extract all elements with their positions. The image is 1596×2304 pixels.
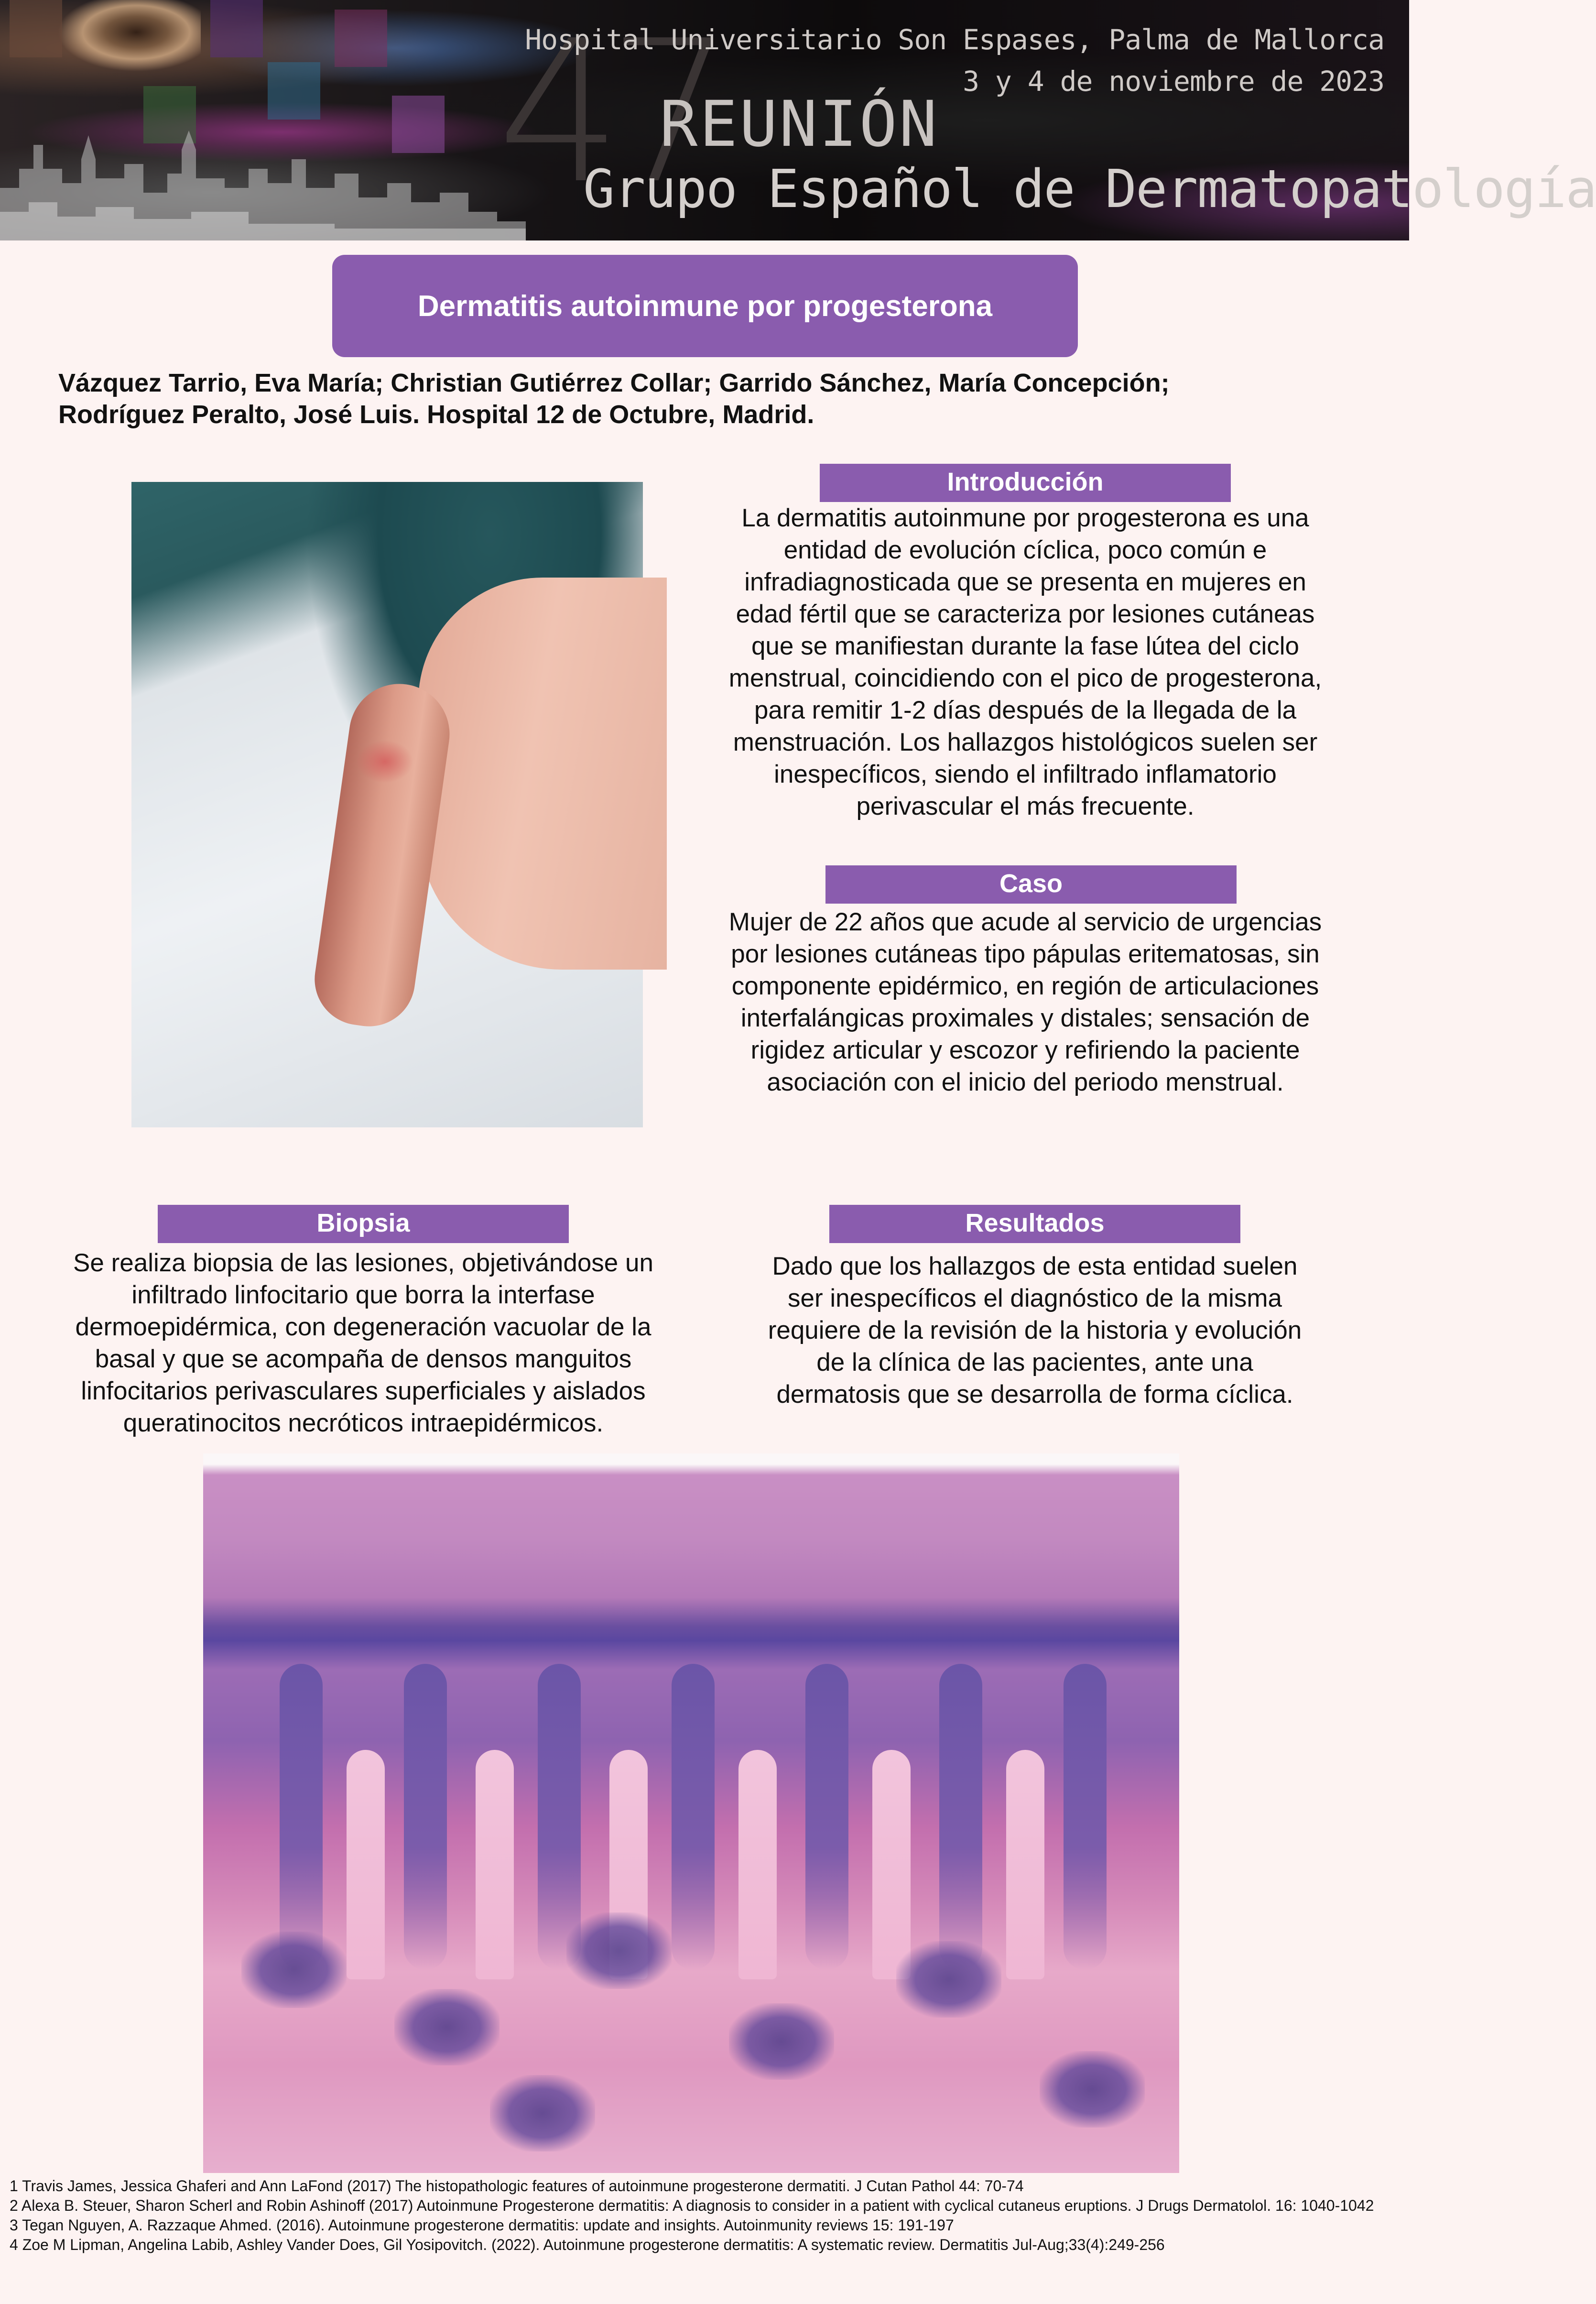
text-line: linfocitarios perivasculares superficiales y aislados (81, 1377, 646, 1405)
section-header-resultados: Resultados (829, 1205, 1240, 1243)
text-line: menstrual, coincidiendo con el pico de progesterona, (728, 664, 1322, 692)
lymphocytic-infiltrate (490, 2075, 595, 2151)
poster-title: Dermatitis autoinmune por progesterona (417, 289, 993, 323)
authors-line: Vázquez Tarrio, Eva María; Christian Gutiérrez Collar; Garrido Sánchez, María Concepción; (58, 369, 1170, 397)
text-line: infiltrado linfocitario que borra la interfase (131, 1281, 595, 1309)
section-header-introduccion: Introducción (820, 464, 1231, 502)
text-line: Mujer de 22 años que acude al servicio de urgencias (728, 908, 1322, 936)
dermal-papilla (476, 1750, 514, 1979)
reunion-label: REUNIÓN (660, 87, 939, 161)
rete-ridge (1064, 1664, 1107, 1970)
text-line: inespecíficos, siendo el infiltrado inflamatorio (774, 760, 1277, 788)
lymphocytic-infiltrate (566, 1912, 672, 1989)
dates-text: 3 y 4 de noviembre de 2023 (963, 65, 1384, 98)
dermal-papilla (1006, 1750, 1044, 1979)
text-line: asociación con el inicio del periodo menstrual. (767, 1068, 1284, 1096)
authors (58, 367, 1349, 430)
text-line: La dermatitis autoinmune por progesterona es una (741, 504, 1309, 532)
reference-item: 3 Tegan Nguyen, A. Razzaque Ahmed. (2016). Autoinmune progesterone dermatitis: update and insights. Autoinmunity reviews 15: 191-197 (10, 2217, 954, 2234)
lymphocytic-infiltrate (896, 1941, 1001, 2018)
text-line: componente epidérmico, en región de articulaciones (731, 972, 1319, 1000)
text-line: entidad de evolución cíclica, poco común e (783, 536, 1267, 564)
section-body-caso (674, 906, 1377, 1098)
text-line: interfalángicas proximales y distales; sensación de (740, 1004, 1310, 1032)
eye-image (57, 0, 201, 72)
hand-palm (418, 578, 667, 970)
text-line: para remitir 1-2 días después de la llegada de la (754, 696, 1297, 724)
lymphocytic-infiltrate (394, 1989, 499, 2065)
city-skyline-image (0, 116, 526, 240)
header-banner (0, 0, 1596, 240)
lymphocytic-infiltrate (241, 1932, 347, 2008)
dermal-papilla (738, 1750, 777, 1979)
text-line: por lesiones cutáneas tipo pápulas eritematosas, sin (731, 940, 1320, 968)
section-header-caso: Caso (825, 865, 1237, 904)
text-line: Dado que los hallazgos de esta entidad suelen (772, 1252, 1298, 1280)
text-line: rigidez articular y escozor y refiriendo la paciente (750, 1036, 1300, 1064)
text-line: infradiagnosticada que se presenta en mujeres en (744, 568, 1306, 596)
text-line: dermoepidérmica, con degeneración vacuolar de la (75, 1313, 651, 1341)
poster-title-box (332, 255, 1078, 357)
text-line: basal y que se acompaña de densos manguitos (95, 1345, 632, 1373)
rete-ridge (805, 1664, 848, 1970)
venue-text: Hospital Universitario Son Espases, Palma de Mallorca (525, 23, 1384, 56)
text-line: dermatosis que se desarrolla de forma cíclica. (776, 1380, 1293, 1409)
rete-ridge (280, 1664, 323, 1970)
mosaic-tile (335, 10, 387, 67)
mosaic-tile (210, 0, 263, 57)
reference-item: 1 Travis James, Jessica Ghaferi and Ann LaFond (2017) The histopathologic features of autoinmune progesterone dermatiti. J Cutan Pathol 44: 70-74 (10, 2177, 1024, 2195)
mosaic-tile (10, 0, 62, 57)
section-body-introduccion (674, 502, 1377, 822)
text-line: Se realiza biopsia de las lesiones, objetivándose un (73, 1249, 653, 1277)
reference-item: 4 Zoe M Lipman, Angelina Labib, Ashley Vander Does, Gil Yosipovitch. (2022). Autoinmune progesterone dermatitis: A systematic review. Dermatitis Jul-Aug;33(4):249-256 (10, 2236, 1165, 2253)
mosaic-tile (268, 62, 320, 120)
text-line: de la clínica de las pacientes, ante una (816, 1348, 1253, 1376)
rete-ridge (404, 1664, 447, 1970)
rete-ridge (939, 1664, 982, 1970)
text-line: menstruación. Los hallazgos histológicos suelen ser (733, 728, 1318, 756)
text-line: ser inespecíficos el diagnóstico de la misma (788, 1284, 1282, 1312)
text-line: perivascular el más frecuente. (856, 792, 1194, 820)
section-header-biopsia: Biopsia (158, 1205, 569, 1243)
edition-number: 47 (497, 0, 718, 227)
reference-item: 2 Alexa B. Steuer, Sharon Scherl and Robin Ashinoff (2017) Autoinmune Progesterone dermatitis: A diagnosis to consider in a patient with cyclical cutaneus eruptions. J Drugs Dermatolol. 16: 1040-1042 (10, 2197, 1374, 2214)
text-line: queratinocitos necróticos intraepidérmicos. (123, 1409, 604, 1437)
dermal-papilla (347, 1750, 385, 1979)
authors-line: Rodríguez Peralto, José Luis. Hospital 12 de Octubre, Madrid. (58, 400, 814, 429)
lymphocytic-infiltrate (729, 2003, 834, 2080)
section-body-biopsia (33, 1247, 693, 1439)
histology-image (203, 1453, 1179, 2173)
text-line: que se manifiestan durante la fase lútea del ciclo (751, 632, 1300, 660)
clinical-photo-hand (131, 482, 643, 1127)
references (10, 2176, 1396, 2255)
text-line: requiere de la revisión de la historia y evolución (768, 1316, 1302, 1344)
rete-ridge (672, 1664, 715, 1970)
lymphocytic-infiltrate (1040, 2051, 1145, 2128)
section-body-resultados (717, 1250, 1353, 1410)
group-name: Grupo Español de Dermatopatología (583, 158, 1596, 219)
text-line: edad fértil que se caracteriza por lesiones cutáneas (736, 600, 1315, 628)
erythematous-lesion (356, 740, 413, 783)
